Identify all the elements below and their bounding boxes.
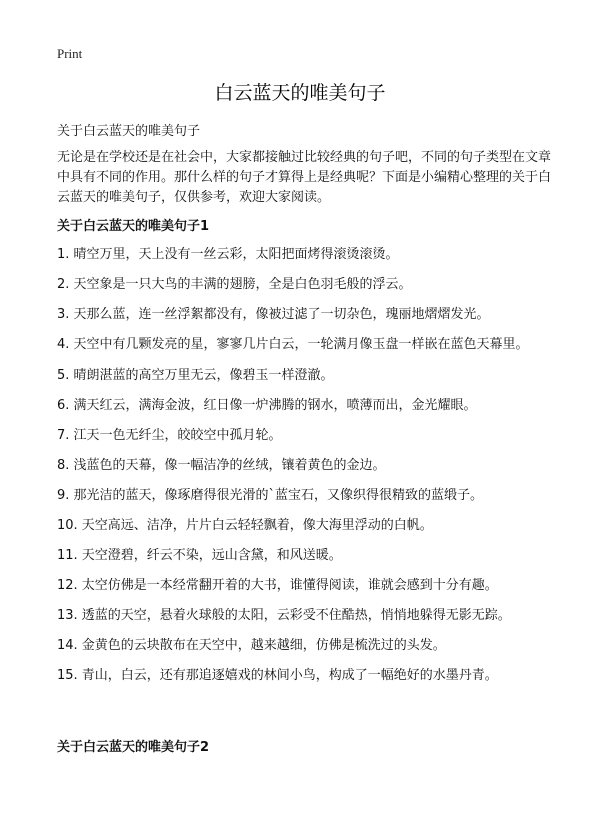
subtitle: 关于白云蓝天的唯美句子 (57, 124, 201, 139)
section-heading-1: 关于白云蓝天的唯美句子1 (57, 219, 210, 234)
list-item: 3. 天那么蓝，连一丝浮絮都没有，像被过滤了一切杂色，瑰丽地熠熠发光。 (57, 307, 490, 322)
sentence-list (57, 246, 557, 697)
list-item: 7. 江天一色无纤尘，皎皎空中孤月轮。 (57, 428, 282, 443)
list-item: 13. 透蓝的天空，悬着火球般的太阳，云彩受不住酷热，悄悄地躲得无影无踪。 (57, 608, 511, 623)
list-item: 2. 天空象是一只大鸟的丰满的翅膀，全是白色羽毛般的浮云。 (57, 277, 412, 292)
list-item: 4. 天空中有几颗发亮的星，寥寥几片白云，一轮满月像玉盘一样嵌在蓝色天幕里。 (57, 337, 529, 352)
list-item: 6. 满天红云，满海金波，红日像一炉沸腾的钢水，喷薄而出，金光耀眼。 (57, 398, 477, 413)
list-item: 15. 青山，白云，还有那追逐嬉戏的林间小鸟，构成了一幅绝好的水墨丹青。 (57, 668, 498, 683)
list-item: 5. 晴朗湛蓝的高空万里无云，像碧玉一样澄澈。 (57, 368, 334, 383)
list-item: 14. 金黄色的云块散布在天空中，越来越细，仿佛是梳洗过的头发。 (57, 638, 446, 653)
list-item: 8. 浅蓝色的天幕，像一幅洁净的丝绒，镶着黄色的金边。 (57, 458, 386, 473)
section-heading-2: 关于白云蓝天的唯美句子2 (57, 740, 210, 755)
page-title: 白云蓝天的唯美句子 (214, 82, 386, 104)
list-item: 1. 晴空万里，天上没有一丝云彩，太阳把面烤得滚烫滚烫。 (57, 247, 399, 262)
list-item: 11. 天空澄碧，纤云不染，远山含黛，和风送暖。 (57, 548, 342, 563)
list-item: 9. 那光洁的蓝天，像琢磨得很光滑的`蓝宝石，又像织得很精致的蓝缎子。 (57, 488, 484, 503)
list-item: 12. 太空仿佛是一本经常翻开着的大书，谁懂得阅读，谁就会感到十分有趣。 (57, 578, 498, 593)
intro-paragraph: 无论是在学校还是在社会中，大家都接触过比较经典的句子吧，不同的句子类型在文章中具有不同的作用。那什么样的句子才算得上是经典呢？下面是小编精心整理的关于白云蓝天的唯美句子，仅供参考，欢迎大家阅读。 (57, 150, 552, 205)
print-link[interactable]: Print (57, 46, 83, 61)
list-item: 10. 天空高远、洁净，片片白云轻轻飘着，像大海里浮动的白帆。 (57, 518, 433, 533)
